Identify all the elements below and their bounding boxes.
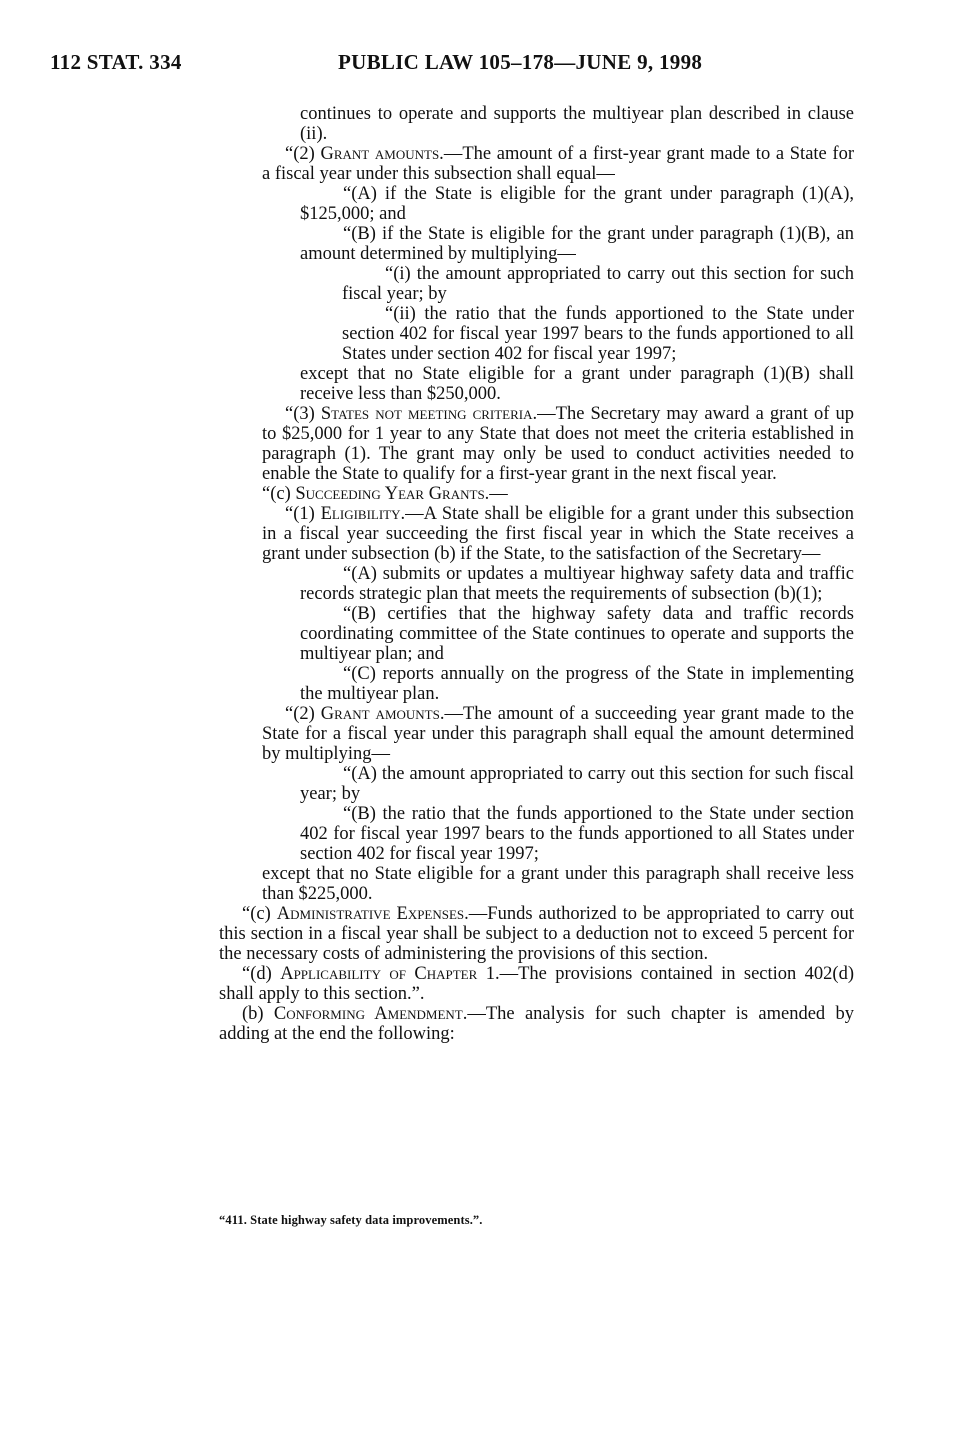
paragraph — [262, 144, 854, 184]
paragraph: “(B) if the State is eligible for the grant under paragraph (1)(B), an amount determined by multiplying— — [300, 224, 854, 264]
para-text: —Funds authorized to be appropriated to carry out this section in a fiscal year shall be subject to a deduction not to exceed 5 percent for the necessary costs of administering the provisions of this section. — [219, 904, 855, 964]
paragraph — [262, 504, 854, 564]
para-number: “(2) — [285, 704, 321, 724]
para-heading: Eligibility. — [320, 504, 406, 524]
paragraph — [262, 484, 854, 504]
para-heading: States not meeting criteria. — [320, 404, 538, 424]
paragraph: “(i) the amount appropriated to carry out this section for such fiscal year; by — [342, 264, 854, 304]
law-title: PUBLIC LAW 105–178—JUNE 9, 1998 — [338, 50, 703, 74]
paragraph — [219, 1004, 854, 1044]
paragraph — [262, 404, 854, 484]
paragraph: “(A) the amount appropriated to carry out this section for such fiscal year; by — [300, 764, 854, 804]
para-text: —The amount of a succeeding year grant made to the State for a fiscal year under this paragraph shall equal the amount determined by multiplying— — [262, 704, 854, 764]
paragraph: except that no State eligible for a grant under paragraph (1)(B) shall receive less than $250,000. — [300, 364, 854, 404]
para-heading: Applicability of Chapter 1. — [280, 964, 500, 984]
para-text: —The provisions contained in section 402(d) shall apply to this section.”. — [219, 964, 854, 1004]
para-number: “(3) — [285, 404, 321, 424]
paragraph — [219, 964, 854, 1004]
para-number: “(c) — [242, 904, 277, 924]
para-number: “(c) — [262, 484, 296, 504]
paragraph: “(B) the ratio that the funds apportioned to the State under section 402 for fiscal year 1997 bears to the funds apportioned to all States under section 402 for fiscal year 1997; — [300, 804, 854, 864]
paragraph: “(A) submits or updates a multiyear highway safety data and traffic records strategic plan that meets the requirements of subsection (b)(1); — [300, 564, 854, 604]
analysis-entry: “411. State highway safety data improvements.”. — [219, 1213, 483, 1227]
document-body — [219, 104, 855, 1044]
para-number: “(d) — [242, 964, 281, 984]
para-number: “(1) — [285, 504, 321, 524]
para-heading: Succeeding Year Grants. — [295, 484, 490, 504]
para-text: —The analysis for such chapter is amended by adding at the end the following: — [219, 1004, 855, 1044]
para-heading: Administrative Expenses. — [276, 904, 469, 924]
para-text: —A State shall be eligible for a grant under this subsection in a fiscal year succeeding the first fiscal year in which the State receives a grant under subsection (b) if the State, to the satisfaction of the Secretary— — [262, 504, 854, 564]
para-heading: Grant amounts. — [320, 144, 444, 164]
page-number: 112 STAT. 334 — [50, 50, 182, 74]
paragraph: continues to operate and supports the multiyear plan described in clause (ii). — [300, 104, 854, 144]
paragraph: “(A) if the State is eligible for the grant under paragraph (1)(A), $125,000; and — [300, 184, 854, 224]
paragraph: “(B) certifies that the highway safety data and traffic records coordinating committee of the State continues to operate and supports the multiyear plan; and — [300, 604, 854, 664]
paragraph — [262, 704, 854, 764]
para-heading: Grant amounts. — [320, 704, 445, 724]
paragraph — [219, 904, 854, 964]
para-number: (b) — [242, 1004, 274, 1024]
paragraph: except that no State eligible for a grant under this paragraph shall receive less than $225,000. — [262, 864, 854, 904]
para-text: — — [489, 484, 508, 504]
para-text: —The Secretary may award a grant of up to $25,000 for 1 year to any State that does not meet the criteria established in paragraph (1). The grant may only be used to conduct activities needed to enable the State to qualify for a first-year grant in the next fiscal year. — [262, 404, 854, 484]
para-number: “(2) — [285, 144, 321, 164]
paragraph: “(ii) the ratio that the funds apportioned to the State under section 402 for fiscal year 1997 bears to the funds apportioned to all States under section 402 for fiscal year 1997; — [342, 304, 854, 364]
paragraph: “(C) reports annually on the progress of the State in implementing the multiyear plan. — [300, 664, 854, 704]
para-text: —The amount of a first-year grant made to a State for a fiscal year under this subsection shall equal— — [262, 144, 855, 184]
para-heading: Conforming Amendment. — [273, 1004, 468, 1024]
